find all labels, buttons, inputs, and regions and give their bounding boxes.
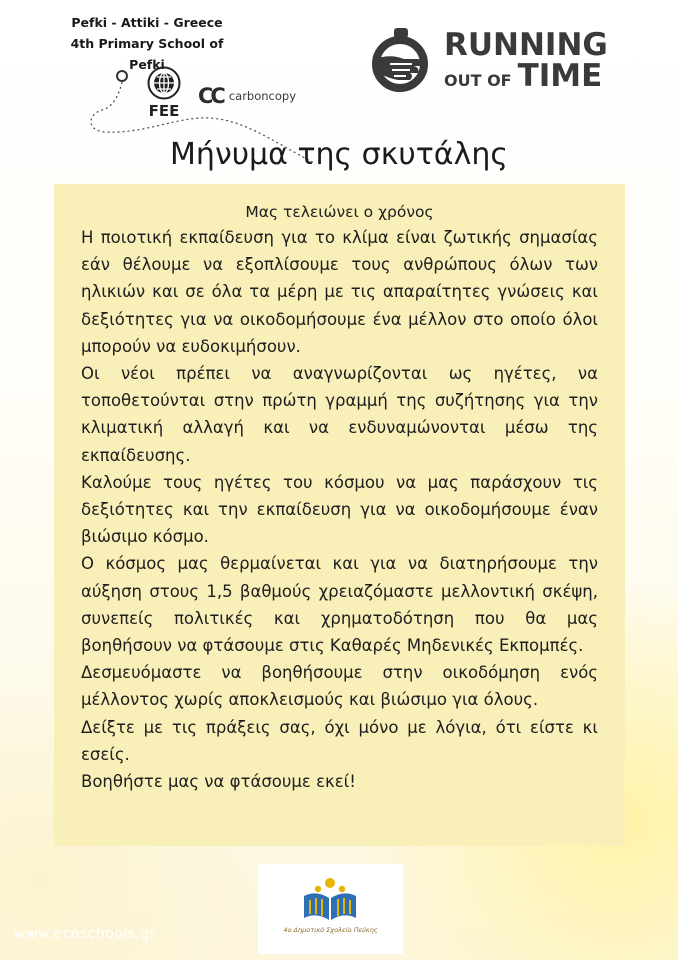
- carbon-copy-logo: [198, 84, 296, 108]
- globe-icon: [147, 66, 181, 100]
- carbon-cc-mark: CC: [198, 84, 223, 108]
- open-book-icon: [298, 876, 362, 922]
- rot-time: TIME: [517, 58, 603, 94]
- running-out-of-time-logo: [368, 26, 608, 96]
- paragraph: Οι νέοι πρέπει να αναγνωρίζονται ως ηγέτες, να τοποθετούνται στην πρώτη γραμμή της συζήτησης για την κλιματική αλλαγή και να ενδυναμώνονται μέσω της εκπαίδευσης.: [81, 364, 598, 465]
- paragraph: Ο κόσμος μας θερμαίνεται και για να διατηρήσουμε την αύξηση στους 1,5 βαθμούς χρειαζόμαστε μελλοντική σκέψη, συνεπείς πολιτικές και χρηματοδότηση που θα μας βοηθήσουν να φτάσουμε στις Καθαρές Μηδενικές Εκπομπές.: [81, 554, 598, 656]
- baton-hand-icon: [368, 26, 438, 96]
- website-url: www.ecoschools.gr: [14, 926, 157, 942]
- school-location: Pefki - Attiki - Greece: [71, 15, 223, 30]
- school-logo: [258, 864, 403, 954]
- school-name: 4th Primary School of Pefki: [70, 36, 224, 72]
- paragraph: Καλούμε τους ηγέτες του κόσμου να μας παράσχουν τις δεξιότητες και την εκπαίδευση για να οικοδομήσουμε έναν βιώσιμο κόσμο.: [81, 472, 598, 547]
- rot-running: RUNNING: [444, 27, 608, 63]
- carbon-copy-text: carboncopy: [228, 89, 297, 103]
- paragraph: Δεσμευόμαστε να βοηθήσουμε στην οικοδόμηση ενός μέλλοντος χωρίς αποκλεισμούς και βιώσιμο για όλους.: [81, 663, 598, 710]
- paragraph: Βοηθήστε μας να φτάσουμε εκεί!: [81, 772, 356, 792]
- page-title: Μήνυμα της σκυτάλης: [170, 137, 508, 172]
- paragraph: Δείξτε με τις πράξεις σας, όχι μόνο με λόγια, ότι είστε κι εσείς.: [81, 717, 598, 764]
- school-logo-caption: 4ο Δημοτικό Σχολείο Πεύκης: [283, 926, 378, 934]
- message-body: [81, 224, 598, 795]
- fee-label: FEE: [148, 102, 180, 120]
- message-subtitle: Μας τελειώνει ο χρόνος: [245, 203, 434, 221]
- fee-logo: [140, 66, 188, 119]
- paragraph: Η ποιοτική εκπαίδευση για το κλίμα είναι ζωτικής σημασίας εάν θέλουμε να εξοπλίσουμε τους ανθρώπους όλων των ηλικιών και σε όλα τα μέρη με τις απαραίτητες γνώσεις και δεξιότητες για να οικοδομήσουμε ένα μέλλον στο οποίο όλοι μπορούν να ευδοκιμήσουν.: [81, 228, 598, 356]
- rot-out-of: OUT OF: [444, 71, 512, 90]
- message-panel: [54, 184, 625, 846]
